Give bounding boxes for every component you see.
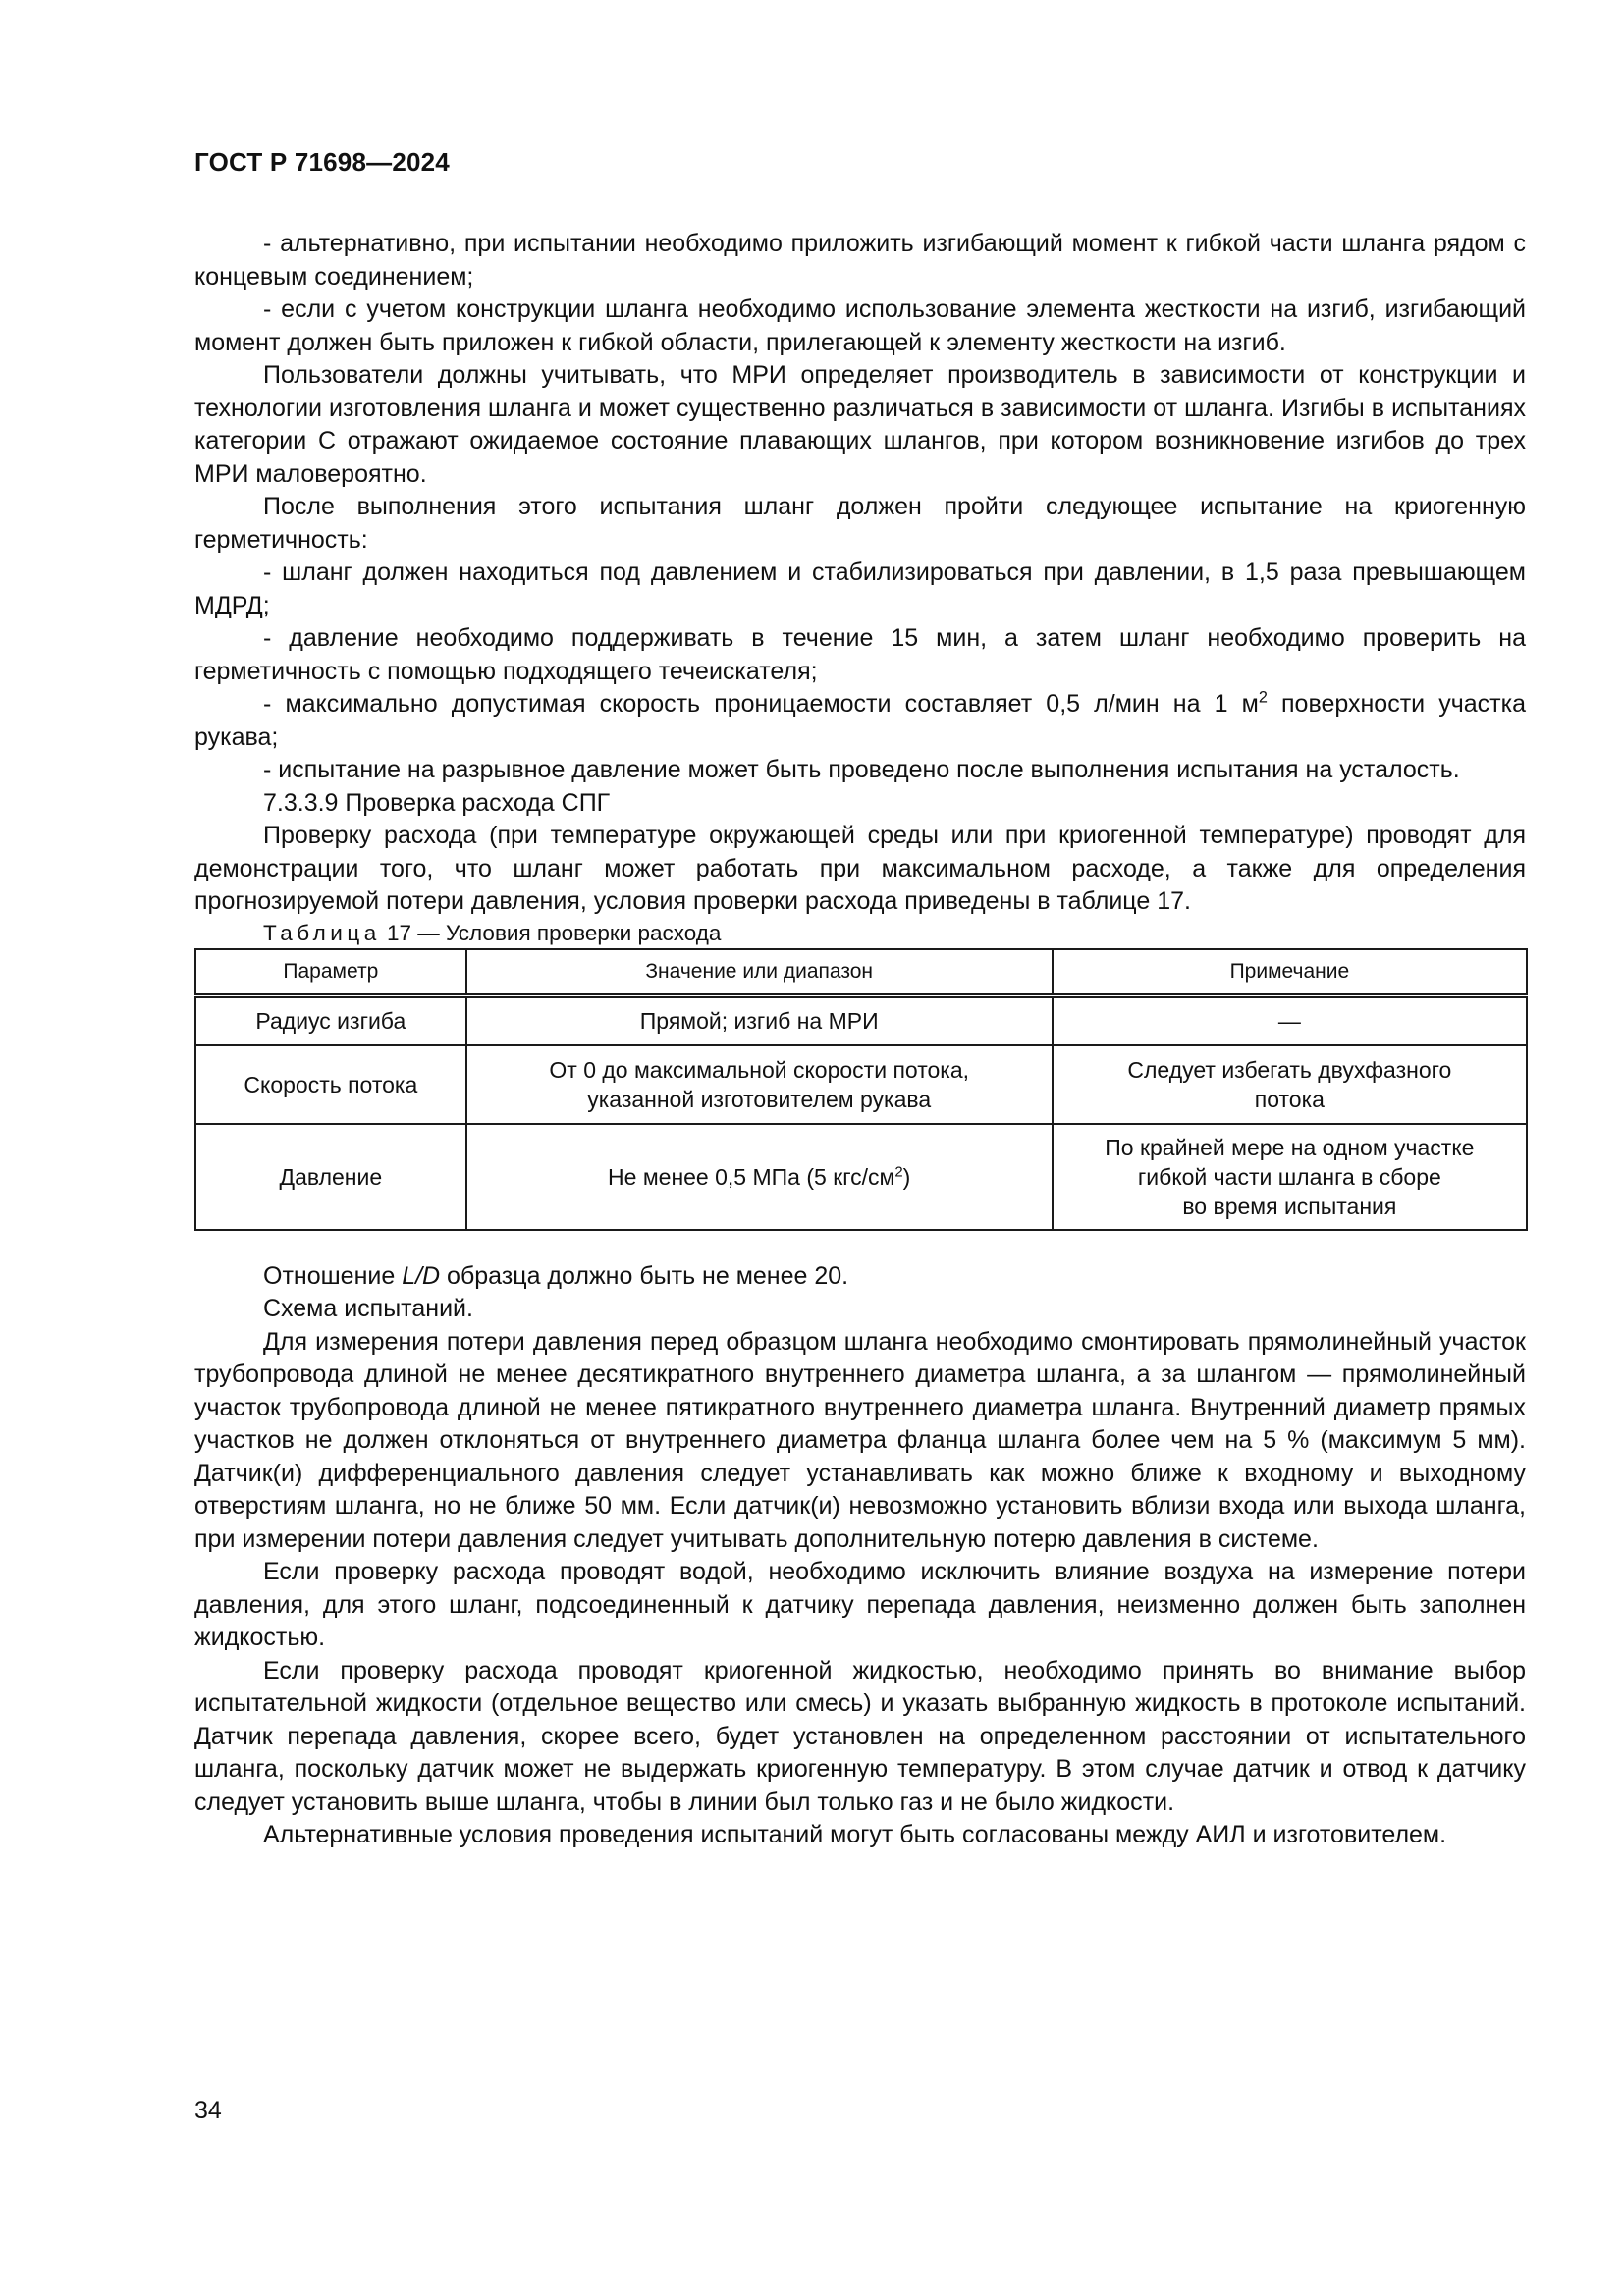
paragraph: Схема испытаний. bbox=[263, 1295, 473, 1322]
cell-text: Не менее 0,5 МПа (5 кгс/см bbox=[608, 1163, 895, 1190]
paragraph: - альтернативно, при испытании необходимо приложить изгибающий момент к гибкой части шланга рядом с концевым соединением; bbox=[194, 230, 1526, 291]
table-row bbox=[195, 1124, 1527, 1230]
cell-line: во время испытания bbox=[1182, 1193, 1397, 1219]
header-cell-value: Значение или диапазон bbox=[466, 949, 1053, 996]
table-cell bbox=[466, 1124, 1053, 1230]
table-caption bbox=[194, 919, 1526, 948]
cell-line: От 0 до максимальной скорости потока, bbox=[549, 1056, 970, 1083]
paragraph: - если с учетом конструкции шланга необходимо использование элемента жесткости на изгиб, изгибающий момент должен быть приложен к гибкой области, прилегающей к элементу жесткости на изгиб. bbox=[194, 295, 1526, 356]
paragraph: - шланг должен находиться под давлением и стабилизироваться при давлении, в 1,5 раза превышающем МДРД; bbox=[194, 559, 1526, 619]
paragraph: Пользователи должны учитывать, что МРИ определяет производитель в зависимости от конструкции и технологии изготовления шланга и может существенно различаться в зависимости от шланга. Изгибы в испытаниях категории С отражают ожидаемое состояние плавающих шлангов, при котором возникновение изгибов до трех МРИ маловероятно. bbox=[194, 361, 1526, 488]
paragraph: Для измерения потери давления перед образцом шланга необходимо смонтировать прямолинейный участок трубопровода длиной не менее десятикратного внутреннего диаметра шланга, а за шлангом — прямолинейный участок трубопровода длиной не менее пятикратного внутреннего диаметра шланга. Внутренний диаметр прямых участков не должен отклоняться от внутреннего диаметра фланца шланга более чем на 5 % (максимум 5 мм). Датчик(и) дифференциального давления следует устанавливать как можно ближе к входному и выходному отверстиям шланга, но не ближе 50 мм. Если датчик(и) невозможно установить вблизи входа или выхода шланга, при измерении потери давления следует учитывать дополнительную потерю давления в системе. bbox=[194, 1327, 1526, 1553]
section-heading: 7.3.3.9 Проверка расхода СПГ bbox=[263, 788, 611, 817]
header-cell-parameter: Параметр bbox=[195, 949, 466, 996]
paragraph: - давление необходимо поддерживать в течение 15 мин, а затем шланг необходимо проверить на герметичность с помощью подходящего течеискателя; bbox=[194, 624, 1526, 685]
paragraph: - испытание на разрывное давление может быть проведено после выполнения испытания на усталость. bbox=[263, 756, 1460, 783]
header-cell-note: Примечание bbox=[1053, 949, 1527, 996]
table-header-row bbox=[195, 949, 1527, 996]
document-header: ГОСТ Р 71698—2024 bbox=[194, 147, 450, 177]
page-number: 34 bbox=[194, 2097, 222, 2124]
superscript: 2 bbox=[1258, 688, 1268, 707]
document-body bbox=[194, 228, 1526, 1852]
table-row bbox=[195, 995, 1527, 1045]
superscript: 2 bbox=[894, 1162, 903, 1180]
table-cell bbox=[466, 1045, 1053, 1124]
cell-text-end: ) bbox=[902, 1163, 911, 1190]
table-caption-label: Таблица bbox=[263, 920, 381, 945]
paragraph: Если проверку расхода проводят криогенной жидкостью, необходимо принять во внимание выбор испытательной жидкости (отдельное вещество или смесь) и указать выбранную жидкость в протоколе испытаний. Датчик перепада давления, скорее всего, будет установлен на определенном расстоянии от испытательного шланга, поскольку датчик может не выдержать криогенную температуру. В этом случае датчик и отвод к датчику следует установить выше шланга, чтобы в линии был только газ и не было жидкости. bbox=[194, 1656, 1526, 1816]
paragraph: Если проверку расхода проводят водой, необходимо исключить влияние воздуха на измерение потери давления, для этого шланг, подсоединенный к датчику перепада давления, неизменно должен быть заполнен жидкостью. bbox=[194, 1558, 1526, 1651]
table-cell bbox=[1053, 1124, 1527, 1230]
cell-line: потока bbox=[1254, 1086, 1325, 1112]
table-cell: — bbox=[1053, 995, 1527, 1045]
table-row bbox=[195, 1045, 1527, 1124]
permeability-text: - максимально допустимая скорость проницаемости составляет 0,5 л/мин на 1 м bbox=[263, 690, 1259, 718]
table-cell: Давление bbox=[195, 1124, 466, 1230]
paragraph: Проверку расхода (при температуре окружающей среды или при криогенной температуре) проводят для демонстрации того, что шланг может работать при максимальном расходе, а также для определения прогнозируемой потери давления, условия проверки расхода приведены в таблице 17. bbox=[194, 822, 1526, 915]
paragraph-permeability bbox=[194, 688, 1526, 754]
permeability-text-end: поверхности участка рукава; bbox=[194, 690, 1526, 751]
table-cell: Прямой; изгиб на МРИ bbox=[466, 995, 1053, 1045]
cell-line: указанной изготовителем рукава bbox=[587, 1086, 932, 1112]
cell-line: По крайней мере на одном участке bbox=[1105, 1134, 1475, 1160]
table-cell bbox=[1053, 1045, 1527, 1124]
paragraph: Альтернативные условия проведения испытаний могут быть согласованы между АИЛ и изготовителем. bbox=[263, 1821, 1447, 1848]
cell-line: гибкой части шланга в сборе bbox=[1137, 1163, 1441, 1190]
ratio-text-end: образца должно быть не менее 20. bbox=[440, 1261, 849, 1290]
table-caption-text: 17 — Условия проверки расхода bbox=[380, 920, 722, 945]
table-cell: Радиус изгиба bbox=[195, 995, 466, 1045]
ratio-text: Отношение bbox=[263, 1261, 403, 1290]
paragraph: После выполнения этого испытания шланг должен пройти следующее испытание на криогенную герметичность: bbox=[194, 493, 1526, 554]
paragraph-ratio bbox=[194, 1260, 1526, 1294]
cell-line: Следует избегать двухфазного bbox=[1127, 1056, 1452, 1083]
flow-conditions-table bbox=[194, 948, 1528, 1231]
table-cell: Скорость потока bbox=[195, 1045, 466, 1124]
ratio-italic: L/D bbox=[402, 1261, 441, 1290]
